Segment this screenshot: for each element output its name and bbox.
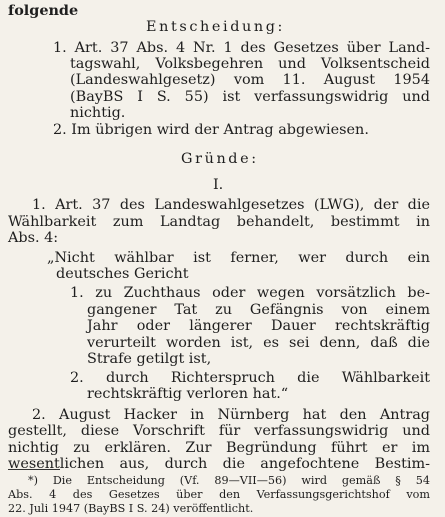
quote-item-1-line-3: Jahr oder längerer Dauer rechtskräftig (87, 318, 430, 334)
paragraph-2-line-3: nichtig zu erklären. Zur Begründung führt er im (8, 440, 430, 456)
quote-item-1-line-1: 1. zu Zuchthaus oder wegen vorsätzlich be- (70, 285, 430, 301)
footnote-line-2: Abs. 4 des Gesetzes über den Verfassungsgerichtshof vom (8, 488, 430, 501)
section-heading-decision: Entscheidung: (146, 19, 285, 35)
quote-item-1-line-5: Strafe getilgt ist, (87, 351, 212, 367)
quote-item-2-line-1: 2. durch Richterspruch die Wählbarkeit (70, 370, 430, 386)
paragraph-1-line-1: 1. Art. 37 des Landeswahlgesetzes (LWG), der die (32, 197, 430, 213)
quote-item-1-line-2: gangener Tat zu Gefängnis von einem (87, 302, 430, 318)
paragraph-2-line-2: gestellt, diese Vorschrift für verfassungswidrig und (8, 423, 430, 439)
decision-item-1-line-5: nichtig. (70, 105, 126, 121)
quote-item-1-line-4: verurteilt worden ist, es sei denn, daß die (87, 335, 430, 351)
quote-item-2-line-2: rechtskräftig verloren hat.“ (87, 386, 289, 402)
decision-item-1-line-3: (Landeswahlgesetz) vom 11. August 1954 (70, 72, 430, 88)
roman-numeral-heading: I. (213, 177, 224, 193)
footnote-line-3: 22. Juli 1947 (BayBS I S. 24) veröffentlicht. (8, 502, 254, 515)
paragraph-2-line-1: 2. August Hacker in Nürnberg hat den Antrag (32, 407, 430, 423)
footnote-divider (8, 469, 60, 470)
decision-item-1-line-4: (BayBS I S. 55) ist verfassungswidrig und (70, 89, 430, 105)
decision-item-1-line-1: 1. Art. 37 Abs. 4 Nr. 1 des Gesetzes über Land- (53, 40, 430, 56)
paragraph-1-line-2: Wählbarkeit zum Landtag behandelt, bestimmt in (8, 214, 430, 230)
section-heading-reasons: Gründe: (181, 151, 259, 167)
paragraph-1-line-3: Abs. 4: (8, 230, 59, 246)
decision-item-2: 2. Im übrigen wird der Antrag abgewiesen. (53, 122, 369, 138)
intro-word: folgende (8, 2, 79, 19)
decision-item-1-line-2: tagswahl, Volksbegehren und Volksentscheid (70, 56, 430, 72)
quote-line-2: deutsches Gericht (56, 266, 189, 282)
quote-line-1: „Nicht wählbar ist ferner, wer durch ein (47, 250, 430, 266)
footnote-line-1: *) Die Entscheidung (Vf. 89—VII—56) wird gemäß § 54 (28, 474, 430, 487)
paragraph-2-line-4: wesentlichen aus, durch die angefochtene Bestim- (8, 456, 430, 472)
